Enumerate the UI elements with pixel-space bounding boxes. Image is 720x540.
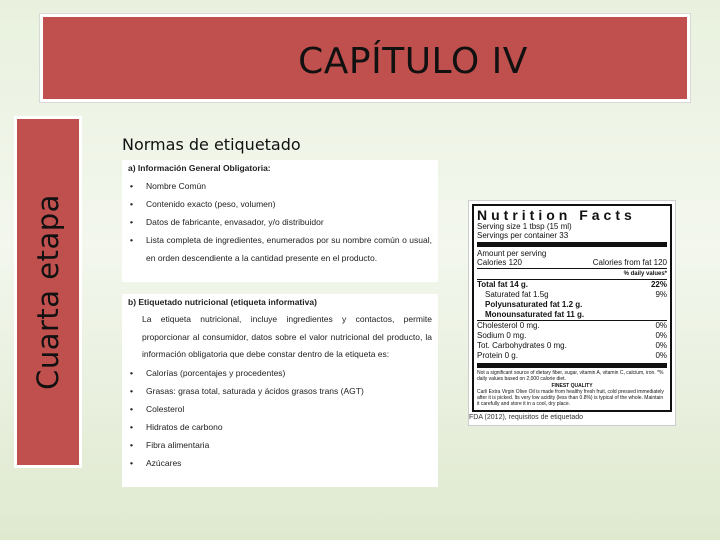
slide-title: CAPÍTULO IV	[298, 40, 528, 82]
daily-values-header: % daily values*	[623, 271, 667, 277]
bullet-icon: •	[130, 367, 133, 378]
title-banner	[40, 14, 690, 102]
list-item: • Contenido exacto (peso, volumen)	[130, 195, 432, 213]
nutrient-row: Total fat 14 g. 22%	[477, 280, 667, 289]
calories-row	[477, 258, 667, 268]
bullet-icon: •	[130, 421, 133, 432]
bullet-icon: •	[130, 235, 133, 245]
nutrient-row: Protein 0 g. 0%	[477, 351, 667, 360]
list-item: • Colesterol	[130, 400, 432, 418]
nutrition-facts-title: Nutrition Facts	[477, 207, 636, 223]
bullet-icon: •	[130, 199, 133, 209]
panel-a-list	[122, 177, 438, 267]
side-banner	[14, 116, 82, 468]
list-item: • Hidratos de carbono	[130, 418, 432, 436]
panel-b-heading: b) Etiquetado nutricional (etiqueta informativa)	[128, 297, 317, 307]
panel-b-paragraph: La etiqueta nutricional, incluye ingredientes y contactos, permite proporcionar al consumidor, datos sobre el valor nutricional del producto, la información obligatoria que debe constar dentro de la etiqueta es:	[142, 314, 432, 359]
nutrient-row: Monounsaturated fat 11 g.	[485, 310, 585, 319]
mandatory-info-panel	[122, 160, 438, 282]
list-item: • Nombre Común	[130, 177, 432, 195]
list-item: • Calorías (porcentajes y procedentes)	[130, 364, 432, 382]
bullet-icon: •	[130, 385, 133, 396]
bullet-icon: •	[130, 181, 133, 191]
list-item: • Lista completa de ingredientes, enumerados por su nombre común o usual, en orden descendiente a la cantidad presente en el producto.	[130, 231, 432, 267]
list-item: • Fibra alimentaria	[130, 436, 432, 454]
list-item: • Datos de fabricante, envasador, y/o distribuidor	[130, 213, 432, 231]
nutrient-row: Sodium 0 mg. 0%	[477, 331, 667, 340]
nutrition-facts-box	[472, 204, 672, 412]
slide-subtitle: Normas de etiquetado	[122, 135, 301, 154]
bullet-icon: •	[130, 439, 133, 450]
side-label: Cuarta etapa	[31, 194, 65, 390]
bullet-icon: •	[130, 403, 133, 414]
nutrition-facts-image	[468, 200, 676, 426]
panel-a-heading: a) Información General Obligatoria:	[128, 163, 271, 173]
quality-text: Carli Extra Virgin Olive Oil is made from healthy fresh fruit, cold pressed immediately after it is picked. Its very low acidity (less than 0.8%) is typical of the whole. Maintain it carefully and store it in a cool, dry place.	[477, 389, 664, 407]
nutrition-footnote: Not a significant source of dietary fiber, sugar, vitamin A, vitamin C, calcium, iron. *% daily values based on 2,000 calorie diet.	[477, 370, 664, 382]
panel-b-list	[122, 364, 438, 472]
serving-size: Serving size 1 tbsp (15 ml)	[477, 222, 572, 231]
servings-per-container: Servings per container 33	[477, 231, 569, 240]
nutrient-row: Tot. Carbohydrates 0 mg. 0%	[477, 341, 667, 350]
nutrition-info-panel	[122, 294, 438, 487]
list-item: • Azúcares	[130, 454, 432, 472]
image-caption: FDA (2012), requisitos de etiquetado	[469, 414, 584, 421]
calories-from-fat: Calories from fat 120	[592, 258, 667, 267]
nutrient-row: Polyunsaturated fat 1.2 g.	[485, 300, 583, 309]
bullet-icon: •	[130, 457, 133, 468]
bullet-icon: •	[130, 217, 133, 227]
calories: Calories 120	[477, 258, 522, 267]
amount-per-serving: Amount per serving	[477, 249, 547, 258]
nutrient-row: Cholesterol 0 mg. 0%	[477, 321, 667, 330]
list-item: • Grasas: grasa total, saturada y ácidos grasos trans (AGT)	[130, 382, 432, 400]
divider	[477, 242, 667, 247]
divider	[477, 363, 667, 368]
nutrient-row: Saturated fat 1.5g 9%	[485, 290, 667, 299]
quality-heading: FINEST QUALITY	[551, 383, 593, 389]
